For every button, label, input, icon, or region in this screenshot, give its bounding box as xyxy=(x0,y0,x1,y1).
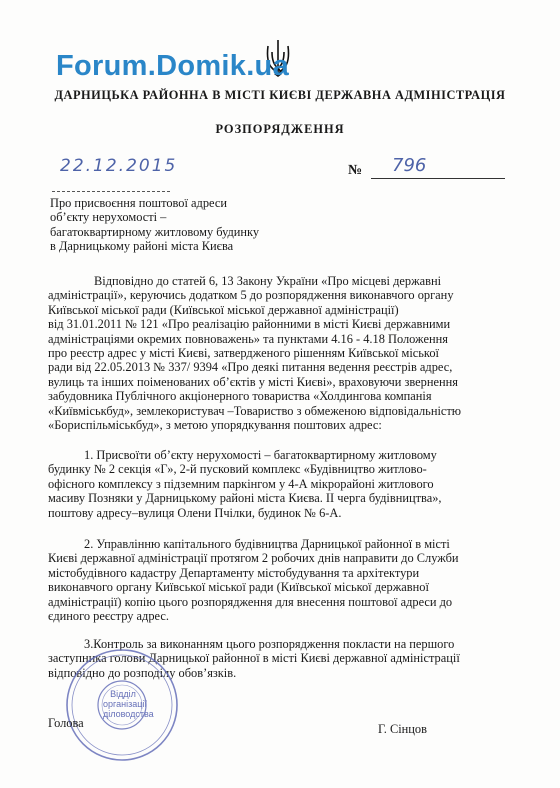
text-line: поштову адресу–вулиця Олени Пчілки, будинок № 6-А. xyxy=(48,505,342,520)
text-line: Київської міської ради (Київської міської державної адміністрації) xyxy=(48,302,399,317)
subject-line: Про присвоєння поштової адреси xyxy=(50,196,227,210)
forum-watermark: Forum.Domik.ua xyxy=(56,50,289,82)
text-line: забудовника Публічного акціонерного товариства «Холдингова компанія xyxy=(48,389,432,404)
subject-block xyxy=(50,196,259,254)
stamp-line: Відділ xyxy=(110,689,136,699)
document-date: 22.12.2015 xyxy=(60,156,178,176)
text-line: ради від 22.05.2013 № 337/ 9394 «Про деякі питання ведення реєстрів адрес, xyxy=(48,360,453,375)
organization-title: ДАРНИЦЬКА РАЙОННА В МІСТІ КИЄВІ ДЕРЖАВНА АДМІНІСТРАЦІЯ xyxy=(54,88,506,102)
intro-paragraph xyxy=(48,274,506,432)
text-line: єдиного реєстру адрес. xyxy=(48,609,169,624)
text-line: виконавчого органу Київської міської ради (Київської міської державної xyxy=(48,580,429,595)
text-line: адміністрації) копію цього розпорядження для внесення поштової адреси до xyxy=(48,594,453,609)
subject-line: в Дарницькому районі міста Києва xyxy=(50,239,234,254)
signature-position: Голова xyxy=(48,716,84,730)
text-line: адміністраціями окремих повноважень» та пунктами 4.16 - 4.18 Положення xyxy=(48,331,448,346)
number-sign: № xyxy=(348,163,363,178)
text-line: від 31.01.2011 № 121 «Про реалізацію районними в місті Києві державними xyxy=(48,317,451,332)
text-line: «Бориспільміськбуд», з метою упорядкування поштових адрес: xyxy=(48,418,382,433)
text-line: 1. Присвоїти об’єкту нерухомості – багатоквартирному житловому xyxy=(84,448,437,462)
text-line: «Київміськбуд», землекористувач –Товариство з обмеженою відповідальністю xyxy=(48,403,462,418)
point-1-paragraph xyxy=(48,448,506,520)
document-type-title: РОЗПОРЯДЖЕННЯ xyxy=(215,122,345,136)
text-line: масиву Позняки у Дарницькому районі міста Києва. ІІ черга будівництва», xyxy=(48,491,442,506)
text-line: заступника голови Дарницької районної в місті Києві державної адміністрації xyxy=(48,651,460,666)
stamp-line: організації xyxy=(103,699,147,709)
stamp-line: діловодства xyxy=(103,709,154,719)
text-line: про реєстр адрес у місті Києві, затвердженого рішенням Київської міської xyxy=(48,346,439,361)
text-line: вулиць та інших поіменованих об’єктів у місті Києві», враховуючи звернення xyxy=(48,374,458,389)
signature-name: Г. Сінцов xyxy=(378,722,427,736)
text-line: будинку № 2 секція «Г», 2-й пусковий комплекс «Будівництво житлово- xyxy=(48,462,427,477)
text-line: 2. Управлінню капітального будівництва Дарницької районної в місті xyxy=(84,537,450,551)
text-line: містобудівного кадастру Департаменту містобудування та архітектури xyxy=(48,565,420,580)
text-line: Києві державної адміністрації протягом 2 робочих днів направити до Служби xyxy=(48,551,459,566)
stamp-center-text xyxy=(103,689,154,719)
text-line: 3.Контроль за виконанням цього розпорядження покласти на першого xyxy=(84,637,455,651)
text-line: Відповідно до статей 6, 13 Закону України «Про місцеві державні xyxy=(94,274,442,288)
document-number: 796 xyxy=(392,155,427,176)
point-2-paragraph xyxy=(48,537,506,623)
text-line: адміністрації», керуючись додатком 5 до розпорядження виконавчого органу xyxy=(48,288,454,303)
subject-line: багатоквартирному житловому будинку xyxy=(50,224,260,239)
text-line: офісного комплексу з підземним паркінгом у 4-А мікрорайоні житлового xyxy=(48,476,434,491)
subject-line: об’єкту нерухомості – xyxy=(50,210,167,225)
number-underline xyxy=(371,178,505,179)
text-line: відповідно до розподілу обов’язків. xyxy=(48,665,237,680)
